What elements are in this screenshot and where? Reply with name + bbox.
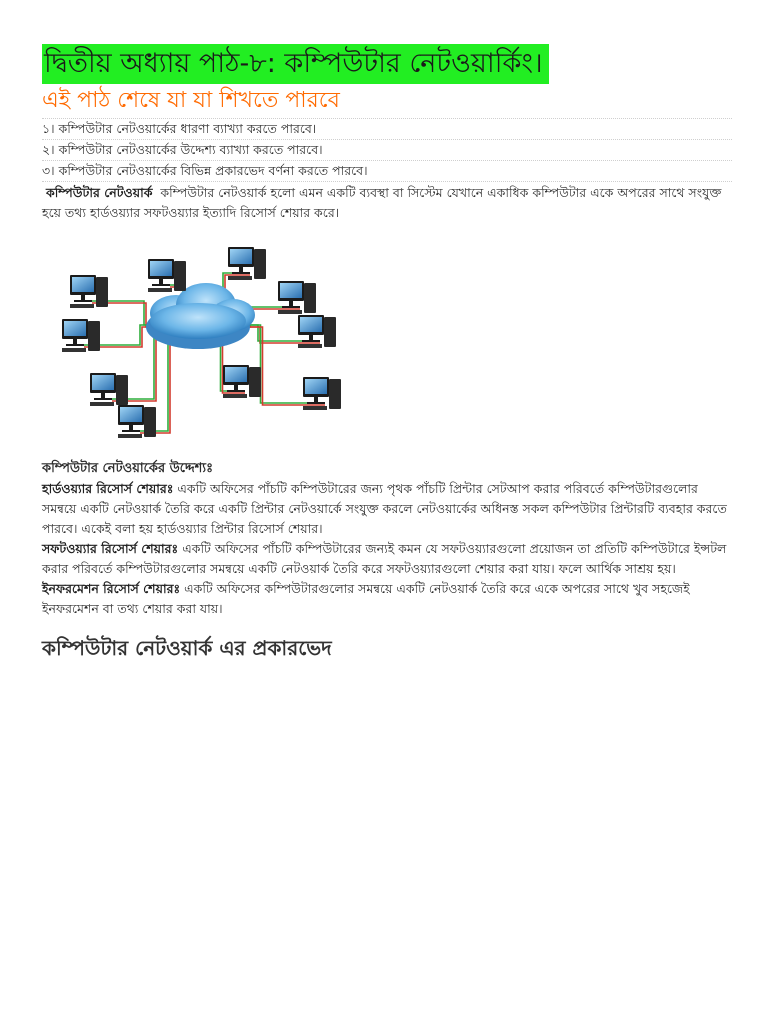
- computer-icon: [148, 259, 186, 292]
- purpose-text: একটি অফিসের পাঁচটি কম্পিউটারের জন্য পৃথক পাঁচটি প্রিন্টার সেটআপ করার পরিবর্তে কম্পিউটারগুলোর সমন্বয়ে একটি নেটওয়ার্ক তৈরি করে একটি প্রিন্টার নেটওয়ার্কে সংযুক্ত করলে নেটওয়ার্কের অধিনস্ত সকল কম্পিউটার প্রিন্টারটি ব্যবহার করতে পারবে। একেই বলা হয় হার্ডওয়্যার প্রিন্টার রিসোর্স শেয়ার।: [42, 481, 727, 536]
- definition-paragraph: [42, 183, 732, 223]
- purpose-term: ইনফরমেশন রিসোর্স শেয়ারঃ: [42, 581, 181, 596]
- purpose-term: হার্ডওয়্যার রিসোর্স শেয়ারঃ: [42, 481, 174, 496]
- definition-text: কম্পিউটার নেটওয়ার্ক হলো এমন একটি ব্যবস্থা বা সিস্টেম যেখানে একাধিক কম্পিউটার একে অপরের সাথে সংযুক্ত হয়ে তথ্য হার্ডওয়্যার সফটওয়্যার ইত্যাদি রিসোর্স শেয়ার করে।: [42, 185, 722, 220]
- computer-icon: [90, 373, 128, 406]
- objectives-list: [42, 118, 732, 182]
- purpose-item: [42, 579, 732, 619]
- lesson-subtitle: এই পাঠ শেষে যা যা শিখতে পারবে: [42, 88, 340, 113]
- page-title: দ্বিতীয় অধ্যায় পাঠ-৮: কম্পিউটার নেটওয়ার্কিং।: [42, 44, 549, 84]
- definition-term: কম্পিউটার নেটওয়ার্ক: [45, 185, 153, 200]
- computer-icon: [118, 405, 156, 438]
- section-heading: কম্পিউটার নেটওয়ার্ক এর প্রকারভেদ: [42, 636, 332, 660]
- cloud-icon: [146, 283, 255, 349]
- document-page: [42, 44, 732, 663]
- network-diagram-image: [48, 245, 378, 453]
- objective-item: ৩। কম্পিউটার নেটওয়ার্কের বিভিন্ন প্রকারভেদ বর্ণনা করতে পারবে।: [42, 161, 732, 182]
- purpose-item: [42, 479, 732, 539]
- purpose-item: [42, 539, 732, 579]
- objective-item: ২। কম্পিউটার নেটওয়ার্কের উদ্দেশ্য ব্যাখ্যা করতে পারবে।: [42, 140, 732, 161]
- objective-item: ১। কম্পিউটার নেটওয়ার্কের ধারণা ব্যাখ্যা করতে পারবে।: [42, 119, 732, 140]
- purpose-term: সফটওয়্যার রিসোর্স শেয়ারঃ: [42, 541, 179, 556]
- purpose-text: একটি অফিসের কম্পিউটারগুলোর সমন্বয়ে একটি নেটওয়ার্ক তৈরি করে একে অপরের সাথে খুব সহজেই ইনফরমেশন বা তথ্য শেয়ার করা যায়।: [42, 581, 690, 616]
- purposes-heading: কম্পিউটার নেটওয়ার্কের উদ্দেশ্যঃ: [42, 461, 214, 476]
- computer-icon: [62, 319, 100, 352]
- purpose-text: একটি অফিসের পাঁচটি কম্পিউটারের জন্যই কমন যে সফটওয়্যারগুলো প্রয়োজন তা প্রতিটি কম্পিউটারে ইন্সটল করার পরিবর্তে কম্পিউটারগুলোর সমন্বয়ে একটি নেটওয়ার্ক তৈরি করে সফটওয়্যারগুলো শেয়ার করা যায়। ফলে আর্থিক সাশ্রয় হয়।: [42, 541, 727, 576]
- computer-icon: [70, 275, 108, 308]
